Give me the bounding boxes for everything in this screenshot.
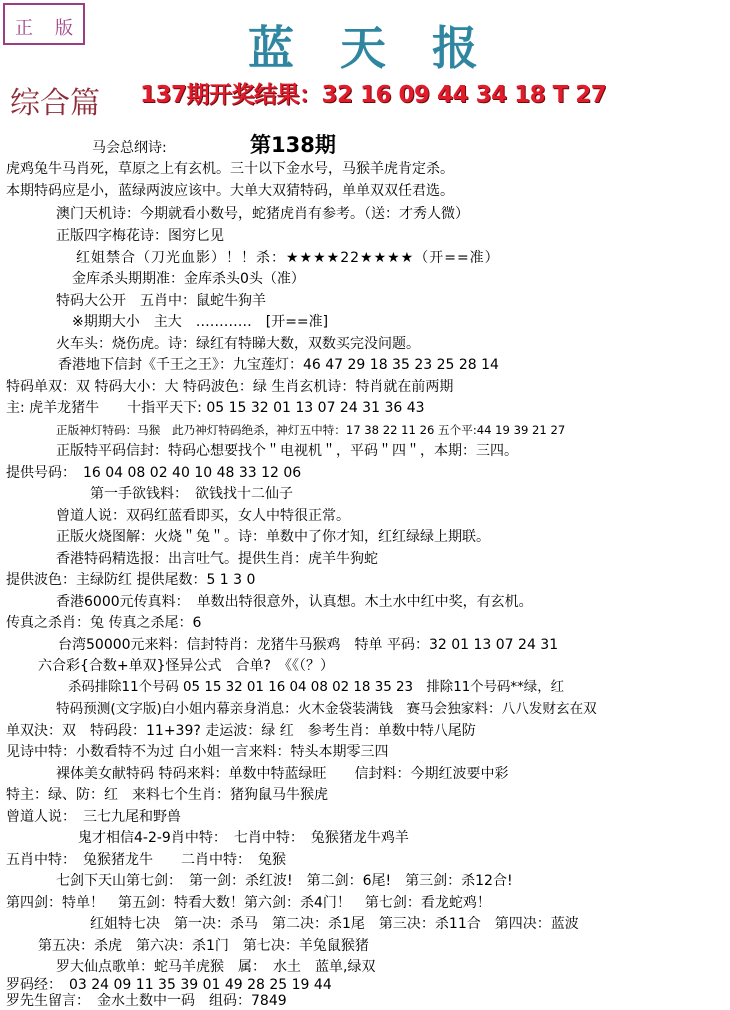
- text-line: 传真之杀肖：兔 传真之杀尾：6: [6, 615, 202, 631]
- authentic-stamp: [3, 3, 85, 45]
- text-line: 正版四字梅花诗：图穷匕见: [56, 228, 224, 244]
- text-line: 六合彩{合数+单双}怪异公式 合单? 《《（？）: [38, 658, 334, 674]
- text-line: 红姐禁合（刀光血影）！！杀：★★★★22★★★★（开==准）: [76, 250, 500, 266]
- stamp-char-b: 版: [55, 18, 73, 39]
- text-line: 提供号码： 16 04 08 02 40 10 48 33 12 06: [6, 465, 302, 481]
- text-line: 主: 虎羊龙猪牛 十指平天下: 05 15 32 01 13 07 24 31 36 43: [6, 400, 425, 416]
- text-line: 第四剑：特单！ 第五剑：特看大数！第六剑：杀4门！ 第七剑：看龙蛇鸡！: [6, 895, 491, 911]
- text-line: 香港地下信封《千王之王》：九宝莲灯：46 47 29 18 35 23 25 28 14: [58, 357, 499, 373]
- text-line: 曾道人说： 三七九尾和野兽: [6, 809, 181, 825]
- text-line: 火车头：烧伤虎。诗：绿红有特睇大数，双数买完没问题。: [56, 336, 420, 352]
- text-line: 特码单双：双 特码大小：大 特码波色：绿 生肖玄机诗：特肖就在前两期: [6, 379, 454, 395]
- text-line: 单双決：双 特码段：11+39? 走运波：绿 红 参考生肖：单数中特八尾防: [6, 723, 476, 739]
- text-line: 金库杀头期期准：金库杀头0头（准）: [72, 271, 305, 287]
- stamp-char-a: 正: [15, 18, 33, 39]
- text-line: ※期期大小 主大 ………… [开==准]: [72, 314, 329, 330]
- text-line: 虎鸡兔牛马肖死，草原之上有玄机。三十以下金水号，马猴羊虎肯定杀。: [6, 161, 454, 177]
- text-line: 裸体美女献特码 特码来料：单数中特蓝绿旺 信封料：今期红波要中彩: [56, 766, 509, 782]
- issue-number: 第138期: [250, 133, 336, 157]
- text-line: 曾道人说：双码红蓝看即买，女人中特很正常。: [56, 508, 350, 524]
- text-line: 罗大仙点歌单：蛇马羊虎猴 属： 水土 蓝单,绿双: [56, 959, 376, 975]
- text-line: 香港特码精选报：出言吐气。提供生肖：虎羊牛狗蛇: [56, 551, 378, 567]
- section-label: 综合篇: [10, 86, 100, 121]
- text-line: 本期特码应是小，蓝绿两波应该中。大单大双猜特码，单单双双任君选。: [6, 183, 454, 199]
- text-line: 特主：绿、防：红 来料七个生肖：猪狗鼠马牛猴虎: [6, 787, 328, 803]
- text-line: 特码预测(文字版)白小姐内幕亲身消息：火木金袋装满钱 赛马会独家料：八八发财玄在双: [56, 701, 597, 717]
- text-line: 正版特平码信封：特码心想要找个＂电视机＂，平码＂四＂，本期：三四。: [56, 443, 518, 459]
- text-line: 特码大公开 五肖中：鼠蛇牛狗羊: [56, 293, 266, 309]
- newspaper-title: 蓝天报: [248, 21, 524, 75]
- text-line: 罗先生留言： 金水土数中一码 组码：7849: [6, 993, 287, 1009]
- text-line: 鬼才相信4-2-9肖中特： 七肖中特： 兔猴猪龙牛鸡羊: [78, 830, 409, 846]
- lottery-result: 137期开奖结果：32 16 09 44 34 18 T 27: [140, 82, 607, 108]
- text-line: 香港6000元传真料： 单数出特很意外，认真想。木土水中红中奖，有玄机。: [56, 594, 533, 610]
- poem-label: 马会总纲诗:: [92, 140, 167, 156]
- text-line: 澳门天机诗：今期就看小数号，蛇猪虎肖有参考。（送：才秀人微）: [56, 206, 469, 222]
- text-line: 提供波色：主绿防红 提供尾数：5 1 3 0: [6, 572, 256, 588]
- text-line: 正版神灯特码：马猴 此乃神灯特码绝杀，神灯五中特：17 38 22 11 26 五个平:44 19 39 21 27: [56, 423, 566, 437]
- text-line: 见诗中特：小数看特不为过 白小姐一言来料：特头本期零三四: [6, 744, 389, 760]
- text-line: 第一手欲钱料： 欲钱找十二仙子: [90, 486, 293, 502]
- text-line: 台湾50000元来料：信封特肖：龙猪牛马猴鸡 特单 平码：32 01 13 07 24 31: [58, 637, 559, 653]
- text-line: 七剑下天山第七剑： 第一剑：杀红波! 第二剑：6尾! 第三剑：杀12合!: [56, 873, 513, 889]
- text-line: 红姐特七决 第一决：杀马 第二决：杀1尾 第三决：杀11合 第四决：蓝波: [90, 916, 579, 932]
- text-line: 五肖中特： 兔猴猪龙牛 二肖中特： 兔猴: [6, 852, 286, 868]
- text-line: 罗码经： 03 24 09 11 35 39 01 49 28 25 19 44: [6, 977, 332, 993]
- text-line: 第五决：杀虎 第六决：杀1门 第七决：羊兔鼠猴猪: [38, 938, 369, 954]
- text-line: 杀码排除11个号码 05 15 32 01 16 04 08 02 18 35 23 排除11个号码**绿，红: [68, 680, 564, 695]
- text-line: 正版火烧图解：火烧＂兔＂。诗：单数中了你才知，红红绿绿上期联。: [56, 529, 490, 545]
